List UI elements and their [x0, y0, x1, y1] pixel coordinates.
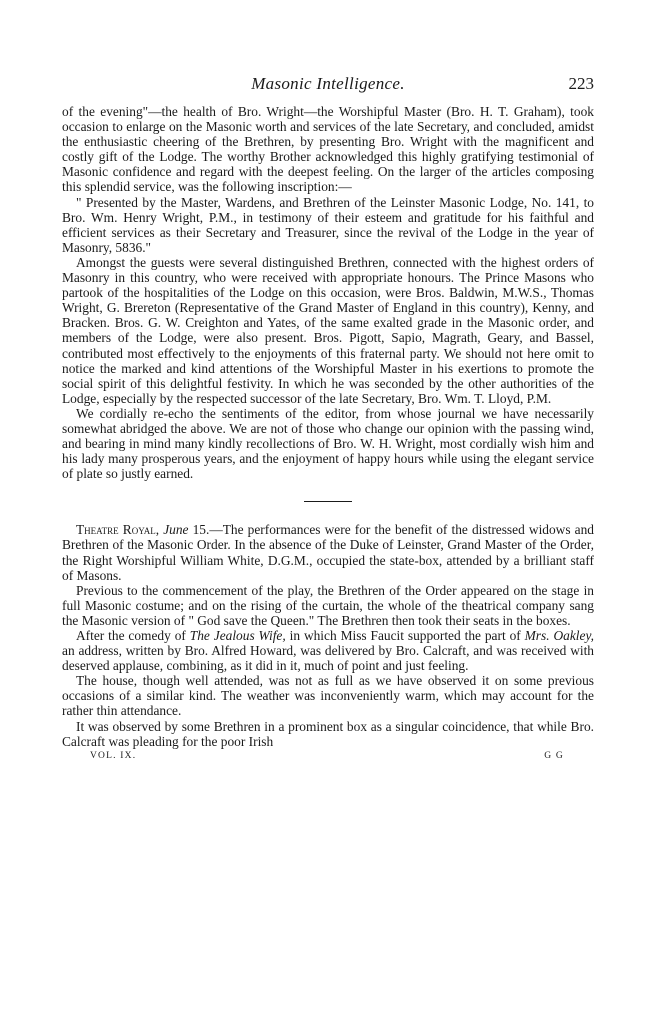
article2-paragraph-4: The house, though well attended, was not as full as we have observed it on some previous occasions of a similar kind. The weather was inconveniently warm, which may account for the rather thin attendance. [62, 673, 594, 719]
article2-paragraph-3-b: in which Miss Faucit supported the part of [285, 628, 525, 643]
inscription-paragraph: " Presented by the Master, Wardens, and Brethren of the Leinster Masonic Lodge, No. 141, to Bro. Wm. Henry Wright, P.M., in testimony of their esteem and gratitude for his faithful and efficient services as their Secretary and Treasurer, since the revival of the Lodge in the year of Masonry, 5836." [62, 194, 594, 255]
page [62, 74, 594, 765]
page-footer [62, 751, 594, 765]
article2-paragraph-1 [62, 522, 594, 582]
page-number: 223 [568, 74, 594, 93]
running-title: Masonic Intelligence. [251, 74, 405, 93]
signature-mark: G G [544, 750, 564, 761]
article2-paragraph-3-c: an address, written by Bro. Alfred Howard, was delivered by Bro. Calcraft, and was received with deserved applause, combining, as it did in it, much of point and just feeling. [62, 643, 594, 674]
article2-paragraph-5: It was observed by some Brethren in a prominent box as a singular coincidence, that while Bro. Calcraft was pleading for the poor Irish [62, 718, 594, 749]
article1-paragraph-3: Amongst the guests were several distinguished Brethren, connected with the highest orders of Masonry in this country, who were received with appropriate honours. The Prince Masons who partook of the hospitalities of the Lodge on this occasion, were Bros. Baldwin, M.W.S., Thomas Wright, G. Brereton (Representative of the Grand Master of England in this country), Kenny, and Bracken. Bros. G. W. Creighton and Yates, of the same exalted grade in the Masonic order, and members of the Lodge, were also present. Bros. Pigott, Sapio, Magrath, Geary, and Bassel, contributed most effectively to the enjoyments of this fraternal party. We should not here omit to notice the marked and kind attentions of the Worshipful Master in his exertions to promote the social spirit of this delightful festivity. In which he was seconded by the other authorities of the Lodge, especially by the respected successor of the late Secretary, Bro. Wm. T. Lloyd, P.M. [62, 254, 594, 406]
running-head [62, 74, 594, 98]
article2-paragraph-2: Previous to the commencement of the play, the Brethren of the Order appeared on the stage in full Masonic costume; and on the rising of the curtain, the whole of the theatrical company sang the Masonic version of " God save the Queen." The Brethren then took their seats in the boxes. [62, 582, 594, 628]
article2-paragraph-1-text: 15.—The performances were for the benefit of the distressed widows and Brethren of the Masonic Order. In the absence of the Duke of Leinster, Grand Master of the Order, the Right Worshipful William White, D.G.M., occupied the state-box, attended by a brilliant staff of Masons. [62, 522, 595, 583]
role-name: Mrs. Oakley, [524, 628, 595, 643]
section-divider [304, 501, 352, 502]
article2-paragraph-3-a: After the comedy of [76, 628, 190, 643]
article1-paragraph-4: We cordially re-echo the sentiments of the editor, from whose journal we have necessarily somewhat abridged the above. We are not of those who change our opinion with the passing wind, and bearing in mind many kindly recollections of Bro. W. H. Wright, most cordially wish him and his lady many prosperous years, and the enjoyment of happy hours while using the elegant service of plate so justly earned. [62, 405, 594, 482]
article2-date: June [163, 522, 189, 538]
play-title: The Jealous Wife, [189, 628, 286, 643]
theatre-royal-heading: Theatre Royal, [76, 522, 160, 538]
article2-paragraph-3 [62, 628, 594, 673]
volume-mark: VOL. IX. [90, 750, 137, 761]
article1-paragraph-1: of the evening"—the health of Bro. Wright—the Worshipful Master (Bro. H. T. Graham), took occasion to enlarge on the Masonic worth and services of the late Secretary, and concluded, amidst the enthusiastic cheering of the Brethren, by presenting Bro. Wright with the magnificent and costly gift of the Lodge. The worthy Brother acknowledged this highly gratifying testimonial of Masonic confidence and regard with the deepest feeling. On the larger of the articles composing this splendid service, was the following inscription:— [62, 104, 594, 195]
